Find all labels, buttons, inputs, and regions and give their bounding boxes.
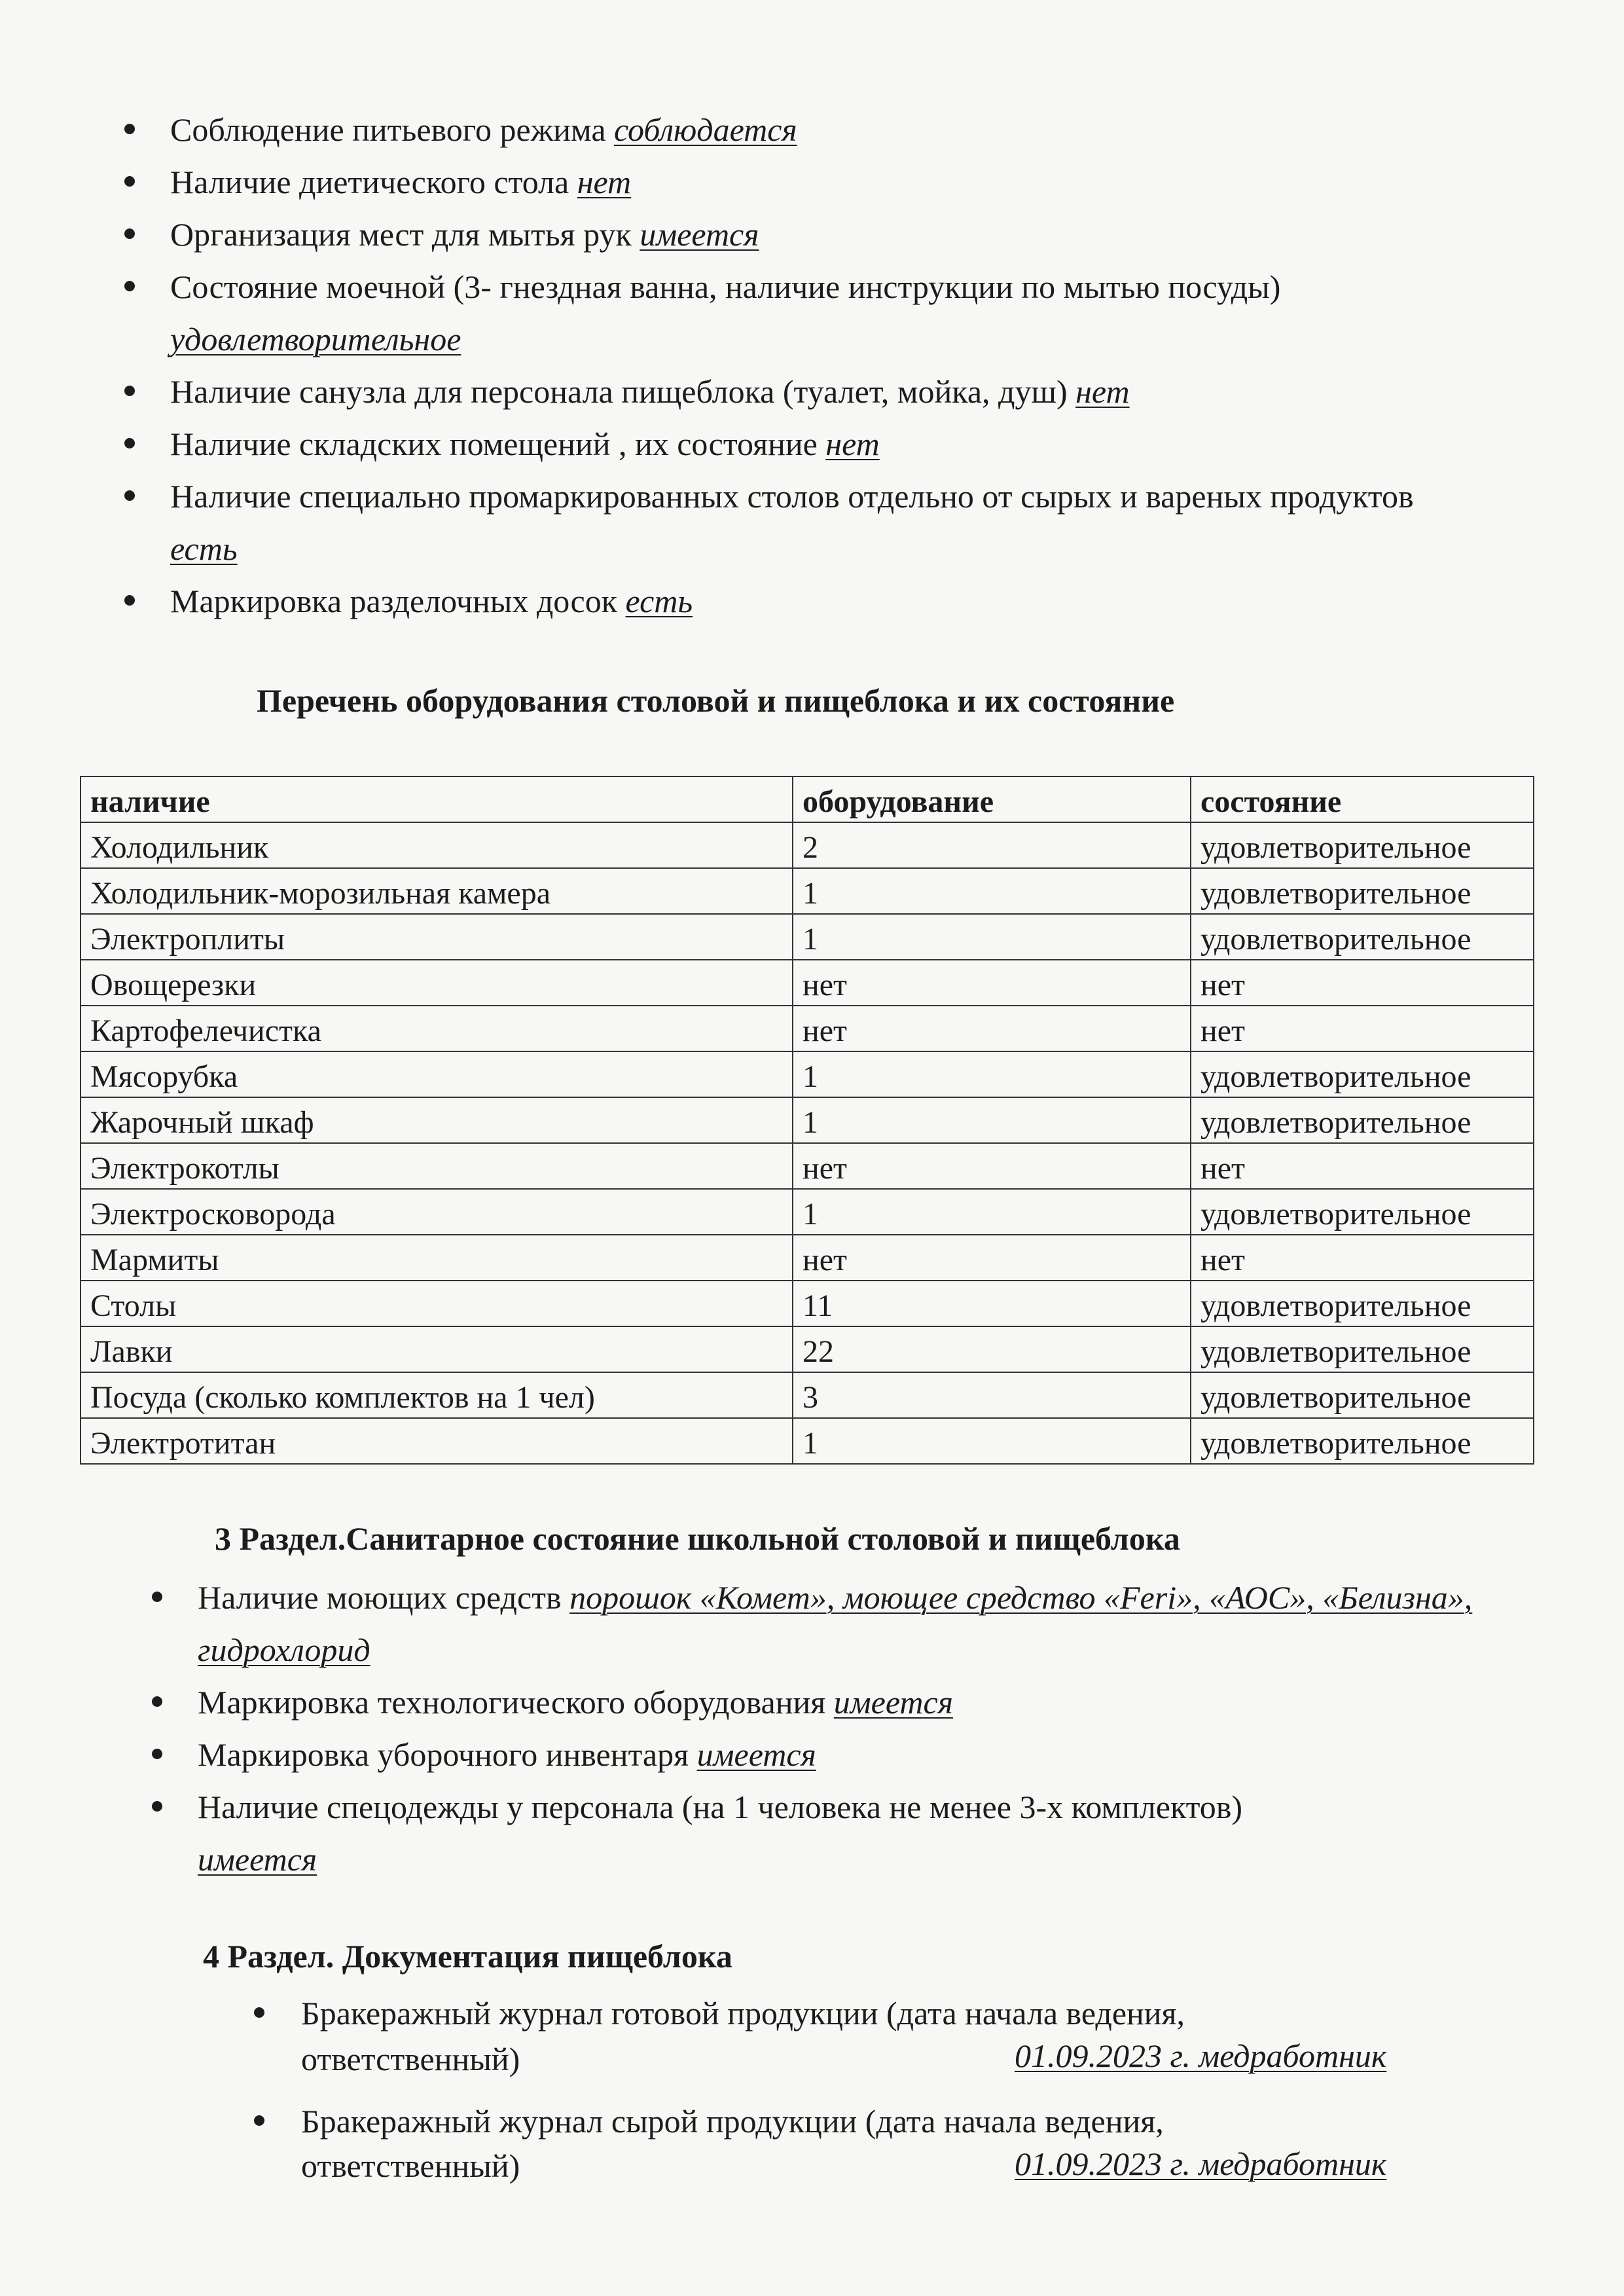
item-label: ответственный) bbox=[301, 2041, 520, 2077]
list-item bbox=[124, 261, 1532, 365]
table-cell: Столы bbox=[81, 1281, 793, 1326]
table-cell: 1 bbox=[793, 1051, 1191, 1097]
bullet-icon bbox=[152, 1801, 162, 1812]
table-cell: удовлетворительное bbox=[1191, 1418, 1534, 1464]
list-item bbox=[152, 1676, 1533, 1728]
table-cell: 1 bbox=[793, 914, 1191, 960]
table-cell: 2 bbox=[793, 822, 1191, 868]
table-row bbox=[81, 822, 1534, 868]
table-cell: Мармиты bbox=[81, 1235, 793, 1281]
item-label: Наличие диетического стола bbox=[170, 164, 569, 200]
table-row bbox=[81, 1418, 1534, 1464]
bullet-icon bbox=[152, 1592, 162, 1602]
table-cell: нет bbox=[1191, 1143, 1534, 1189]
bullet-icon bbox=[124, 228, 135, 239]
checklist-top bbox=[124, 103, 1532, 627]
table-cell: удовлетворительное bbox=[1191, 1281, 1534, 1326]
table-cell: 11 bbox=[793, 1281, 1191, 1326]
table-cell: удовлетворительное bbox=[1191, 1051, 1534, 1097]
item-value: нет bbox=[1075, 373, 1130, 410]
table-cell: Овощерезки bbox=[81, 960, 793, 1006]
table-row bbox=[81, 868, 1534, 914]
table-cell: 1 bbox=[793, 1189, 1191, 1235]
table-cell: 1 bbox=[793, 1097, 1191, 1143]
table-cell: удовлетворительное bbox=[1191, 1189, 1534, 1235]
bullet-icon bbox=[124, 438, 135, 448]
bullet-icon bbox=[152, 1749, 162, 1759]
table-cell: нет bbox=[793, 1006, 1191, 1051]
table-cell: Жарочный шкаф bbox=[81, 1097, 793, 1143]
table-cell: Электроплиты bbox=[81, 914, 793, 960]
list-item bbox=[124, 365, 1532, 418]
bullet-icon bbox=[152, 1696, 162, 1707]
item-label: Маркировка разделочных досок bbox=[170, 583, 618, 619]
table-cell: нет bbox=[793, 1143, 1191, 1189]
item-label: Соблюдение питьевого режима bbox=[170, 111, 606, 148]
table-cell: 1 bbox=[793, 868, 1191, 914]
bullet-icon bbox=[124, 386, 135, 396]
table-cell: удовлетворительное bbox=[1191, 822, 1534, 868]
table-cell: 1 bbox=[793, 1418, 1191, 1464]
table-row bbox=[81, 1097, 1534, 1143]
checklist-section3 bbox=[152, 1571, 1533, 1886]
item-label: Наличие складских помещений , их состояние bbox=[170, 426, 818, 462]
table-row bbox=[81, 1006, 1534, 1051]
item-label: Наличие моющих средств bbox=[198, 1579, 562, 1616]
table-cell: удовлетворительное bbox=[1191, 1097, 1534, 1143]
table-cell: Электросковорода bbox=[81, 1189, 793, 1235]
table-row bbox=[81, 1326, 1534, 1372]
list-item bbox=[124, 103, 1532, 156]
item-value: нет bbox=[577, 164, 632, 200]
equipment-table bbox=[80, 776, 1534, 1465]
bullet-icon bbox=[254, 2007, 264, 2018]
table-cell: нет bbox=[1191, 960, 1534, 1006]
table-row bbox=[81, 1235, 1534, 1281]
item-label: Состояние моечной (3- гнездная ванна, наличие инструкции по мытью посуды) bbox=[170, 268, 1281, 305]
table-header-row bbox=[81, 776, 1534, 822]
table-cell: Картофелечистка bbox=[81, 1006, 793, 1051]
table-row bbox=[81, 1143, 1534, 1189]
table-cell: удовлетворительное bbox=[1191, 914, 1534, 960]
item-value: есть bbox=[170, 530, 238, 567]
item-value: имеется bbox=[198, 1841, 317, 1878]
list-item bbox=[124, 575, 1532, 627]
list-item bbox=[124, 156, 1532, 208]
table-row bbox=[81, 1051, 1534, 1097]
item-label: Наличие специально промаркированных столов отдельно от сырых и вареных продуктов bbox=[170, 478, 1414, 515]
table-row bbox=[81, 1281, 1534, 1326]
table-cell: удовлетворительное bbox=[1191, 1326, 1534, 1372]
list-item bbox=[152, 1781, 1533, 1886]
table-row bbox=[81, 960, 1534, 1006]
item-value: имеется bbox=[640, 216, 759, 253]
item-value: нет bbox=[825, 426, 880, 462]
item-value: имеется bbox=[833, 1684, 953, 1721]
table-cell: Холодильник bbox=[81, 822, 793, 868]
table-row bbox=[81, 1372, 1534, 1418]
item-label: Маркировка технологического оборудования bbox=[198, 1684, 826, 1721]
table-cell: Лавки bbox=[81, 1326, 793, 1372]
list-item bbox=[152, 1728, 1533, 1781]
table-cell: нет bbox=[793, 1235, 1191, 1281]
column-header: оборудование bbox=[793, 776, 1191, 822]
bullet-icon bbox=[124, 124, 135, 134]
item-value: удовлетворительное bbox=[170, 321, 461, 357]
equipment-title: Перечень оборудования столовой и пищеблока и их состояние bbox=[257, 682, 1175, 719]
list-item bbox=[124, 208, 1532, 261]
item-label: Наличие санузла для персонала пищеблока (туалет, мойка, душ) bbox=[170, 373, 1068, 410]
table-cell: удовлетворительное bbox=[1191, 1372, 1534, 1418]
item-value: есть bbox=[625, 583, 693, 619]
item-value: 01.09.2023 г. медработник bbox=[1015, 2145, 1387, 2182]
bullet-icon bbox=[124, 595, 135, 606]
table-cell: Мясорубка bbox=[81, 1051, 793, 1097]
bullet-icon bbox=[124, 490, 135, 501]
table-cell: Электротитан bbox=[81, 1418, 793, 1464]
table-cell: нет bbox=[1191, 1006, 1534, 1051]
item-value: соблюдается bbox=[614, 111, 797, 148]
item-label: Бракеражный журнал готовой продукции (дата начала ведения, bbox=[301, 1995, 1185, 2032]
table-cell: 3 bbox=[793, 1372, 1191, 1418]
bullet-icon bbox=[124, 281, 135, 291]
list-item bbox=[124, 418, 1532, 470]
table-cell: Посуда (сколько комплектов на 1 чел) bbox=[81, 1372, 793, 1418]
item-value: 01.09.2023 г. медработник bbox=[1015, 2037, 1387, 2074]
table-cell: Электрокотлы bbox=[81, 1143, 793, 1189]
column-header: наличие bbox=[81, 776, 793, 822]
table-cell: нет bbox=[1191, 1235, 1534, 1281]
bullet-icon bbox=[254, 2115, 264, 2126]
table-row bbox=[81, 1189, 1534, 1235]
item-label: Маркировка уборочного инвентаря bbox=[198, 1736, 689, 1773]
table-row bbox=[81, 914, 1534, 960]
table-cell: 22 bbox=[793, 1326, 1191, 1372]
item-label: ответственный) bbox=[301, 2147, 520, 2184]
list-item bbox=[152, 1571, 1533, 1676]
item-value: порошок «Комет», моющее средство «Feri», «АОС», «Белизна», гидрохлорид bbox=[198, 1579, 1473, 1668]
item-label: Наличие спецодежды у персонала (на 1 человека не менее 3-х комплектов) bbox=[198, 1789, 1243, 1825]
column-header: состояние bbox=[1191, 776, 1534, 822]
item-label: Бракеражный журнал сырой продукции (дата начала ведения, bbox=[301, 2103, 1164, 2140]
table-cell: удовлетворительное bbox=[1191, 868, 1534, 914]
item-value: имеется bbox=[696, 1736, 816, 1773]
bullet-icon bbox=[124, 176, 135, 187]
item-label: Организация мест для мытья рук bbox=[170, 216, 632, 253]
table-cell: Холодильник-морозильная камера bbox=[81, 868, 793, 914]
table-cell: нет bbox=[793, 960, 1191, 1006]
section3-title: 3 Раздел.Санитарное состояние школьной столовой и пищеблока bbox=[215, 1520, 1180, 1557]
list-item bbox=[124, 470, 1532, 575]
section4-title: 4 Раздел. Документация пищеблока bbox=[203, 1938, 732, 1975]
